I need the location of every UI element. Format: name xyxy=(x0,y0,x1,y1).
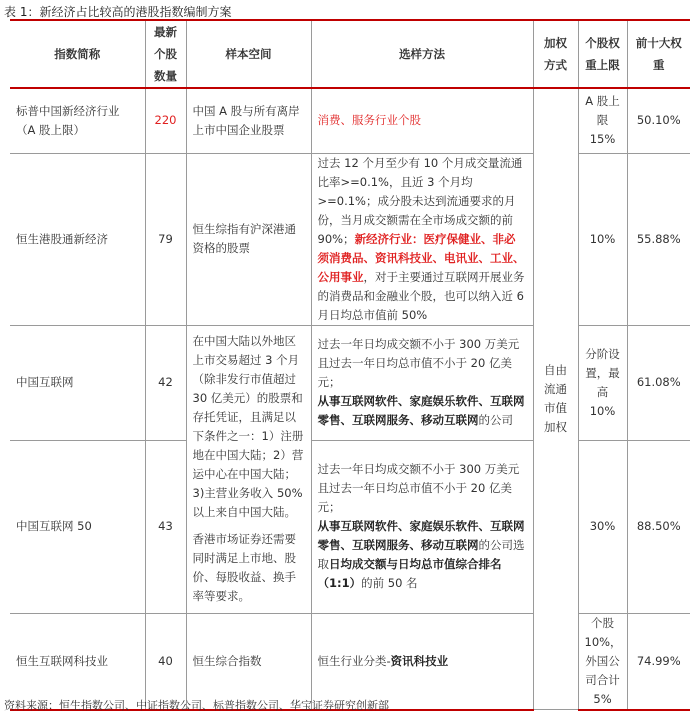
header-count: 最新个股数量 xyxy=(145,20,186,88)
selection-method xyxy=(311,325,533,440)
index-name: 恒生港股通新经济 xyxy=(10,153,145,325)
sample-space-text: 在中国大陆以外地区上市交易超过 3 个月（除非发行市值超过 30 亿美元）的股票和存托凭证，且满足以下条件之一：1）注册地在中国大陆；2）营运中心在中国大陆；3)主营业务收入 50%以上来自中国大陆。 xyxy=(192,334,304,519)
method-text: 消费、服务行业个股 xyxy=(317,113,421,128)
method-text: 的公司选取 xyxy=(317,538,525,571)
top10-weight: 55.88% xyxy=(627,153,690,325)
index-comparison-table xyxy=(10,19,690,711)
weighting-method: 自由流通市值加权 xyxy=(533,88,578,710)
top10-weight: 61.08% xyxy=(627,325,690,440)
method-text: 恒生行业分类- xyxy=(317,653,391,668)
method-text: 过去一年日均成交额不小于 300 万美元且过去一年日均总市值不小于 20 亿美元； xyxy=(317,462,520,514)
top10-weight: 88.50% xyxy=(627,440,690,613)
index-name: 标普中国新经济行业（A 股上限） xyxy=(10,88,145,153)
weight-cap: A 股上限 15% xyxy=(578,88,627,153)
table-caption: 表 1：新经济占比较高的港股指数编制方案 xyxy=(4,5,232,19)
top10-weight: 74.99% xyxy=(627,613,690,710)
method-text: ，对于主要通过互联网开展业务的消费品和金融业个股，也可以纳入近 6 月日均总市值前 50% xyxy=(317,269,525,322)
table-row xyxy=(10,613,690,710)
method-highlight: 资讯科技业 xyxy=(390,653,449,668)
index-name: 中国互联网 50 xyxy=(10,440,145,613)
header-row xyxy=(10,20,690,88)
sample-space xyxy=(186,325,311,613)
sample-space-note: 香港市场证券还需要同时满足上市地、股价、每股收益、换手率等要求。 xyxy=(192,532,296,603)
stock-count: 42 xyxy=(145,325,186,440)
sample-space: 中国 A 股与所有离岸上市中国企业股票 xyxy=(186,88,311,153)
method-text: 过去 12 个月至少有 10 个月成交量流通比率>=0.1%，且近 3 个月均>=0.1%；成分股未达到流通要求的月份，当月成交额需在全市场成交额的前 90%； xyxy=(317,155,523,246)
header-weighting: 加权方式 xyxy=(533,20,578,88)
stock-count: 220 xyxy=(145,88,186,153)
selection-method xyxy=(311,440,533,613)
weight-cap: 10% xyxy=(578,153,627,325)
method-highlight: 从事互联网软件、家庭娱乐软件、互联网零售、互联网服务、移动互联网 xyxy=(317,519,525,552)
weight-cap: 30% xyxy=(578,440,627,613)
stock-count: 79 xyxy=(145,153,186,325)
index-name: 中国互联网 xyxy=(10,325,145,440)
index-name: 恒生互联网科技业 xyxy=(10,613,145,710)
method-text: 的公司 xyxy=(478,413,513,427)
header-top10: 前十大权重 xyxy=(627,20,690,88)
method-text: 过去一年日均成交额不小于 300 万美元且过去一年日均总市值不小于 20 亿美元； xyxy=(317,337,520,389)
table-row xyxy=(10,440,690,613)
selection-method xyxy=(311,613,533,710)
weight-cap: 个股 10%，外国公司合计 5% xyxy=(578,613,627,710)
method-text: 的前 50 名 xyxy=(361,576,418,590)
weight-cap: 分阶设置，最高 10% xyxy=(578,325,627,440)
selection-method xyxy=(311,88,533,153)
table-row xyxy=(10,88,690,153)
header-space: 样本空间 xyxy=(186,20,311,88)
stock-count: 43 xyxy=(145,440,186,613)
sample-space: 恒生综合指数 xyxy=(186,613,311,710)
table-row xyxy=(10,325,690,440)
method-highlight: 新经济行业：医疗保健业、非必须消费品、资讯科技业、电讯业、工业、公用事业 xyxy=(317,231,525,284)
table-row xyxy=(10,153,690,325)
top10-weight: 50.10% xyxy=(627,88,690,153)
header-cap: 个股权重上限 xyxy=(578,20,627,88)
sample-space: 恒生综指有沪深港通资格的股票 xyxy=(186,153,311,325)
source-note: 资料来源：恒生指数公司、中证指数公司、标普指数公司、华宝证券研究创新部 xyxy=(4,699,389,712)
header-method: 选样方法 xyxy=(311,20,533,88)
selection-method xyxy=(311,153,533,325)
stock-count: 40 xyxy=(145,613,186,710)
method-highlight: 从事互联网软件、家庭娱乐软件、互联网零售、互联网服务、移动互联网 xyxy=(317,394,525,427)
method-highlight: 日均成交额与日均总市值综合排名（1:1） xyxy=(317,557,502,590)
header-name: 指数简称 xyxy=(10,20,145,88)
